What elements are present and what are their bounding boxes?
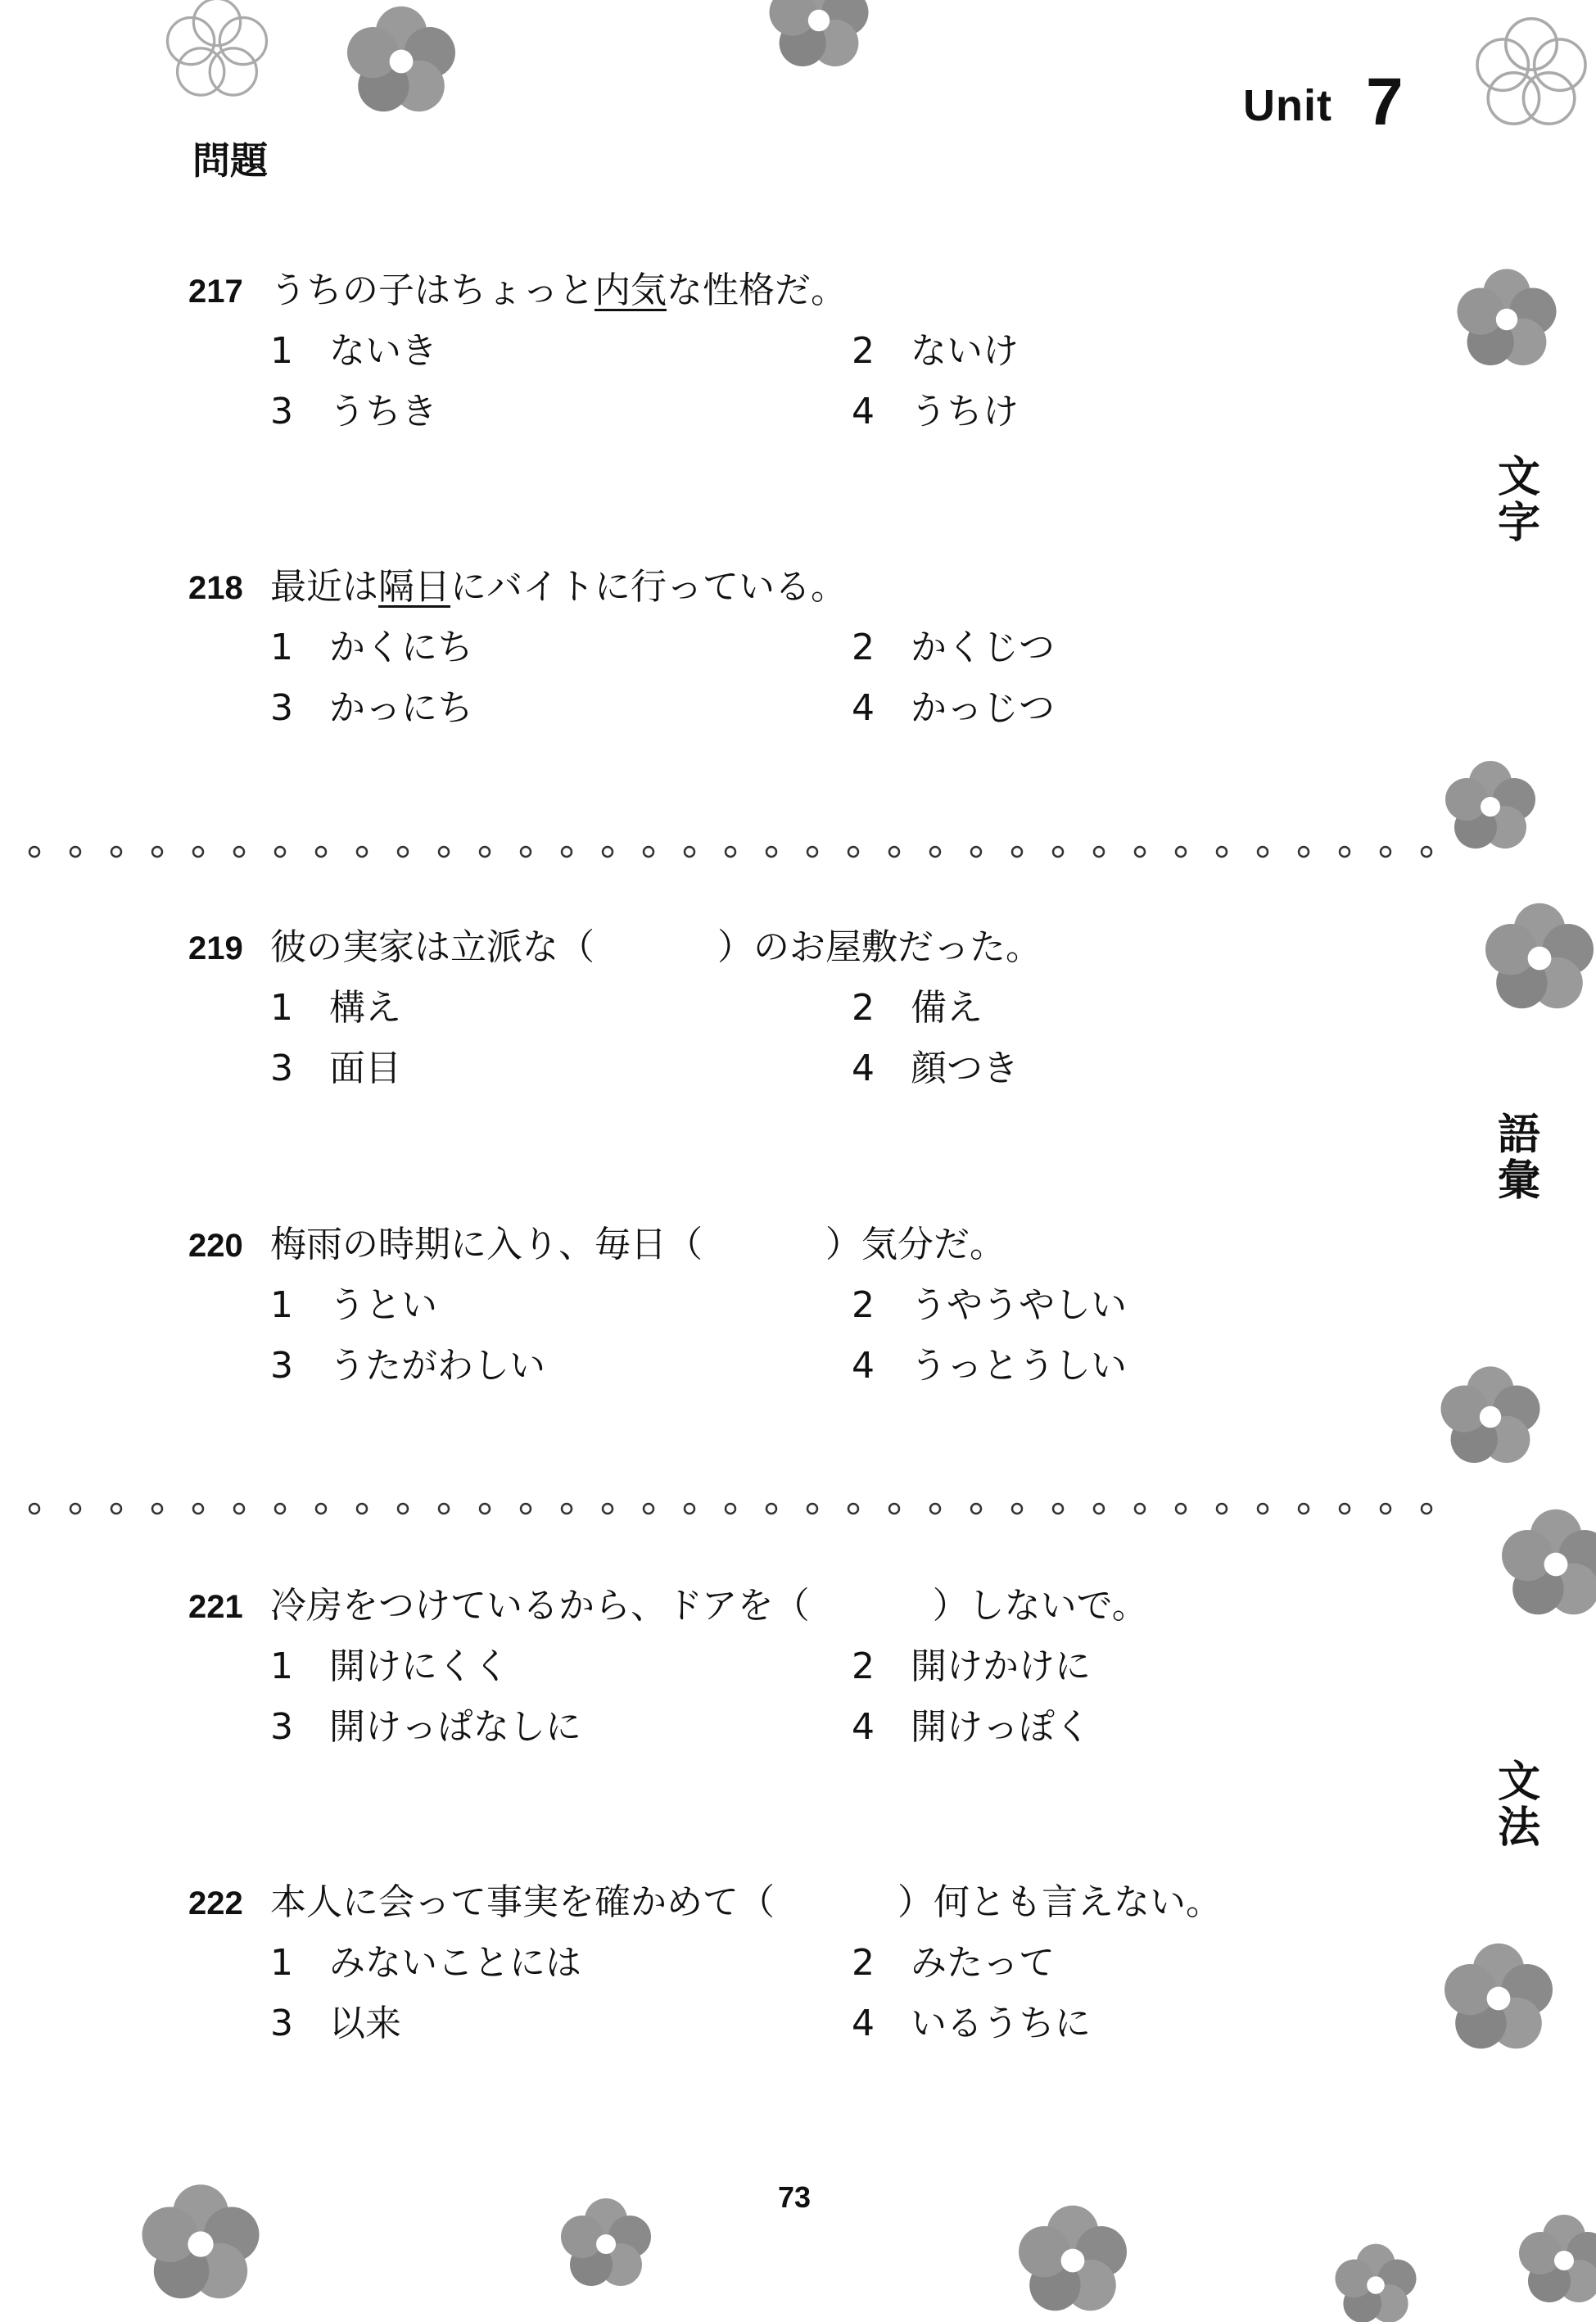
dotted-separator (25, 842, 1449, 862)
option-1[interactable] (270, 1636, 509, 1697)
side-tab-moji (1490, 455, 1548, 546)
stem-after: ）しないで。 (932, 1585, 1148, 1627)
side-tab-goi-label: 語彙 (1497, 1111, 1540, 1206)
option-number: 3 (270, 2003, 293, 2044)
question-220 (188, 1215, 1449, 1396)
stem-after: にバイトに行っている。 (450, 566, 847, 608)
side-tab-moji-label: 文字 (1497, 453, 1540, 548)
option-text: 顔つき (911, 1048, 1019, 1089)
option-text: みないことには (329, 1942, 581, 1984)
option-number: 4 (852, 1048, 875, 1089)
option-text: ないき (329, 330, 437, 372)
stem-before: 最近は (270, 566, 378, 608)
stem-after: ）気分だ。 (825, 1224, 1006, 1265)
option-3[interactable] (270, 1336, 545, 1396)
unit-label: Unit (1243, 81, 1332, 130)
option-number: 3 (270, 1706, 293, 1748)
option-1[interactable] (270, 618, 473, 678)
question-number: 219 (188, 930, 243, 966)
option-number: 2 (852, 330, 875, 372)
options (188, 1933, 1449, 2054)
option-4[interactable] (852, 1994, 1091, 2054)
section-title: 問題 (192, 138, 268, 183)
question-222 (188, 1872, 1449, 2054)
option-text: みたって (911, 1942, 1055, 1984)
option-text: かっにち (329, 687, 473, 729)
stem-before: 梅雨の時期に入り、毎日（ (270, 1224, 703, 1265)
option-4[interactable] (852, 382, 1019, 442)
option-text: 以来 (329, 2003, 401, 2044)
option-number: 3 (270, 391, 293, 432)
option-text: うちき (329, 391, 437, 432)
question-number: 217 (188, 274, 243, 310)
option-text: 開けっぱなしに (329, 1706, 581, 1748)
stem-before: うちの子はちょっと (270, 269, 595, 311)
option-1[interactable] (270, 321, 437, 382)
question-219 (188, 917, 1449, 1099)
option-text: いるうちに (911, 2003, 1091, 2044)
question-stem (188, 1872, 1449, 1933)
option-2[interactable] (852, 1636, 1091, 1697)
option-2[interactable] (852, 978, 983, 1039)
question-number: 222 (188, 1885, 243, 1921)
option-4[interactable] (852, 678, 1055, 739)
option-text: ないけ (911, 330, 1019, 372)
stem-before: 彼の実家は立派な（ (270, 926, 595, 968)
stem-after: ）のお屋敷だった。 (717, 926, 1042, 968)
options (188, 618, 1449, 739)
side-tab-goi (1490, 1112, 1548, 1204)
side-tab-bunpo-label: 文法 (1497, 1758, 1540, 1853)
underlined-word: 隔日 (378, 566, 450, 608)
page-number: 73 (778, 2180, 812, 2214)
option-3[interactable] (270, 1994, 401, 2054)
option-3[interactable] (270, 1697, 581, 1758)
option-2[interactable] (852, 321, 1019, 382)
option-number: 1 (270, 1645, 293, 1687)
side-tab-bunpo (1490, 1759, 1548, 1851)
option-text: 開けっぽく (911, 1706, 1091, 1748)
option-4[interactable] (852, 1697, 1091, 1758)
option-number: 4 (852, 1706, 875, 1748)
option-text: 開けにくく (329, 1645, 509, 1687)
option-2[interactable] (852, 1933, 1055, 1994)
option-number: 4 (852, 687, 875, 729)
option-number: 3 (270, 1345, 293, 1387)
options (188, 321, 1449, 442)
question-218 (188, 557, 1449, 739)
option-number: 1 (270, 627, 293, 668)
option-4[interactable] (852, 1039, 1019, 1099)
option-text: かくにち (329, 627, 473, 668)
dotted-separator (25, 1499, 1449, 1519)
option-number: 2 (852, 1645, 875, 1687)
question-number: 220 (188, 1228, 243, 1264)
option-1[interactable] (270, 1275, 437, 1336)
option-text: かくじつ (911, 627, 1055, 668)
option-text: 備え (911, 987, 983, 1029)
option-text: うちけ (911, 391, 1019, 432)
option-number: 2 (852, 1942, 875, 1984)
option-number: 2 (852, 627, 875, 668)
options (188, 978, 1449, 1099)
question-217 (188, 260, 1449, 442)
option-number: 1 (270, 1942, 293, 1984)
stem-before: 本人に会って事実を確かめて（ (270, 1881, 775, 1923)
option-number: 3 (270, 1048, 293, 1089)
question-number: 221 (188, 1589, 243, 1625)
option-number: 1 (270, 1284, 293, 1326)
option-1[interactable] (270, 978, 401, 1039)
option-4[interactable] (852, 1336, 1127, 1396)
option-number: 1 (270, 330, 293, 372)
question-stem (188, 917, 1449, 978)
question-stem (188, 1576, 1449, 1636)
stem-before: 冷房をつけているから、ドアを（ (270, 1585, 810, 1627)
option-3[interactable] (270, 1039, 401, 1099)
stem-after: な性格だ。 (667, 269, 847, 311)
unit-number: 7 (1366, 65, 1404, 139)
option-1[interactable] (270, 1933, 581, 1994)
option-text: うとい (329, 1284, 437, 1326)
option-number: 4 (852, 391, 875, 432)
option-3[interactable] (270, 678, 473, 739)
option-text: かっじつ (911, 687, 1055, 729)
option-text: うたがわしい (329, 1345, 545, 1387)
option-number: 4 (852, 1345, 875, 1387)
option-text: うっとうしい (911, 1345, 1127, 1387)
option-number: 3 (270, 687, 293, 729)
option-number: 1 (270, 987, 293, 1029)
question-stem (188, 260, 1449, 321)
question-number: 218 (188, 570, 243, 606)
option-text: 開けかけに (911, 1645, 1091, 1687)
option-number: 2 (852, 1284, 875, 1326)
stem-after: ）何とも言えない。 (897, 1881, 1222, 1923)
question-221 (188, 1576, 1449, 1758)
option-text: 面目 (329, 1048, 401, 1089)
question-stem (188, 1215, 1449, 1275)
option-text: 構え (329, 987, 401, 1029)
option-number: 4 (852, 2003, 875, 2044)
option-3[interactable] (270, 382, 437, 442)
options (188, 1636, 1449, 1758)
options (188, 1275, 1449, 1396)
option-text: うやうやしい (911, 1284, 1127, 1326)
option-2[interactable] (852, 1275, 1127, 1336)
underlined-word: 内気 (595, 269, 667, 311)
question-stem (188, 557, 1449, 618)
option-number: 2 (852, 987, 875, 1029)
option-2[interactable] (852, 618, 1055, 678)
